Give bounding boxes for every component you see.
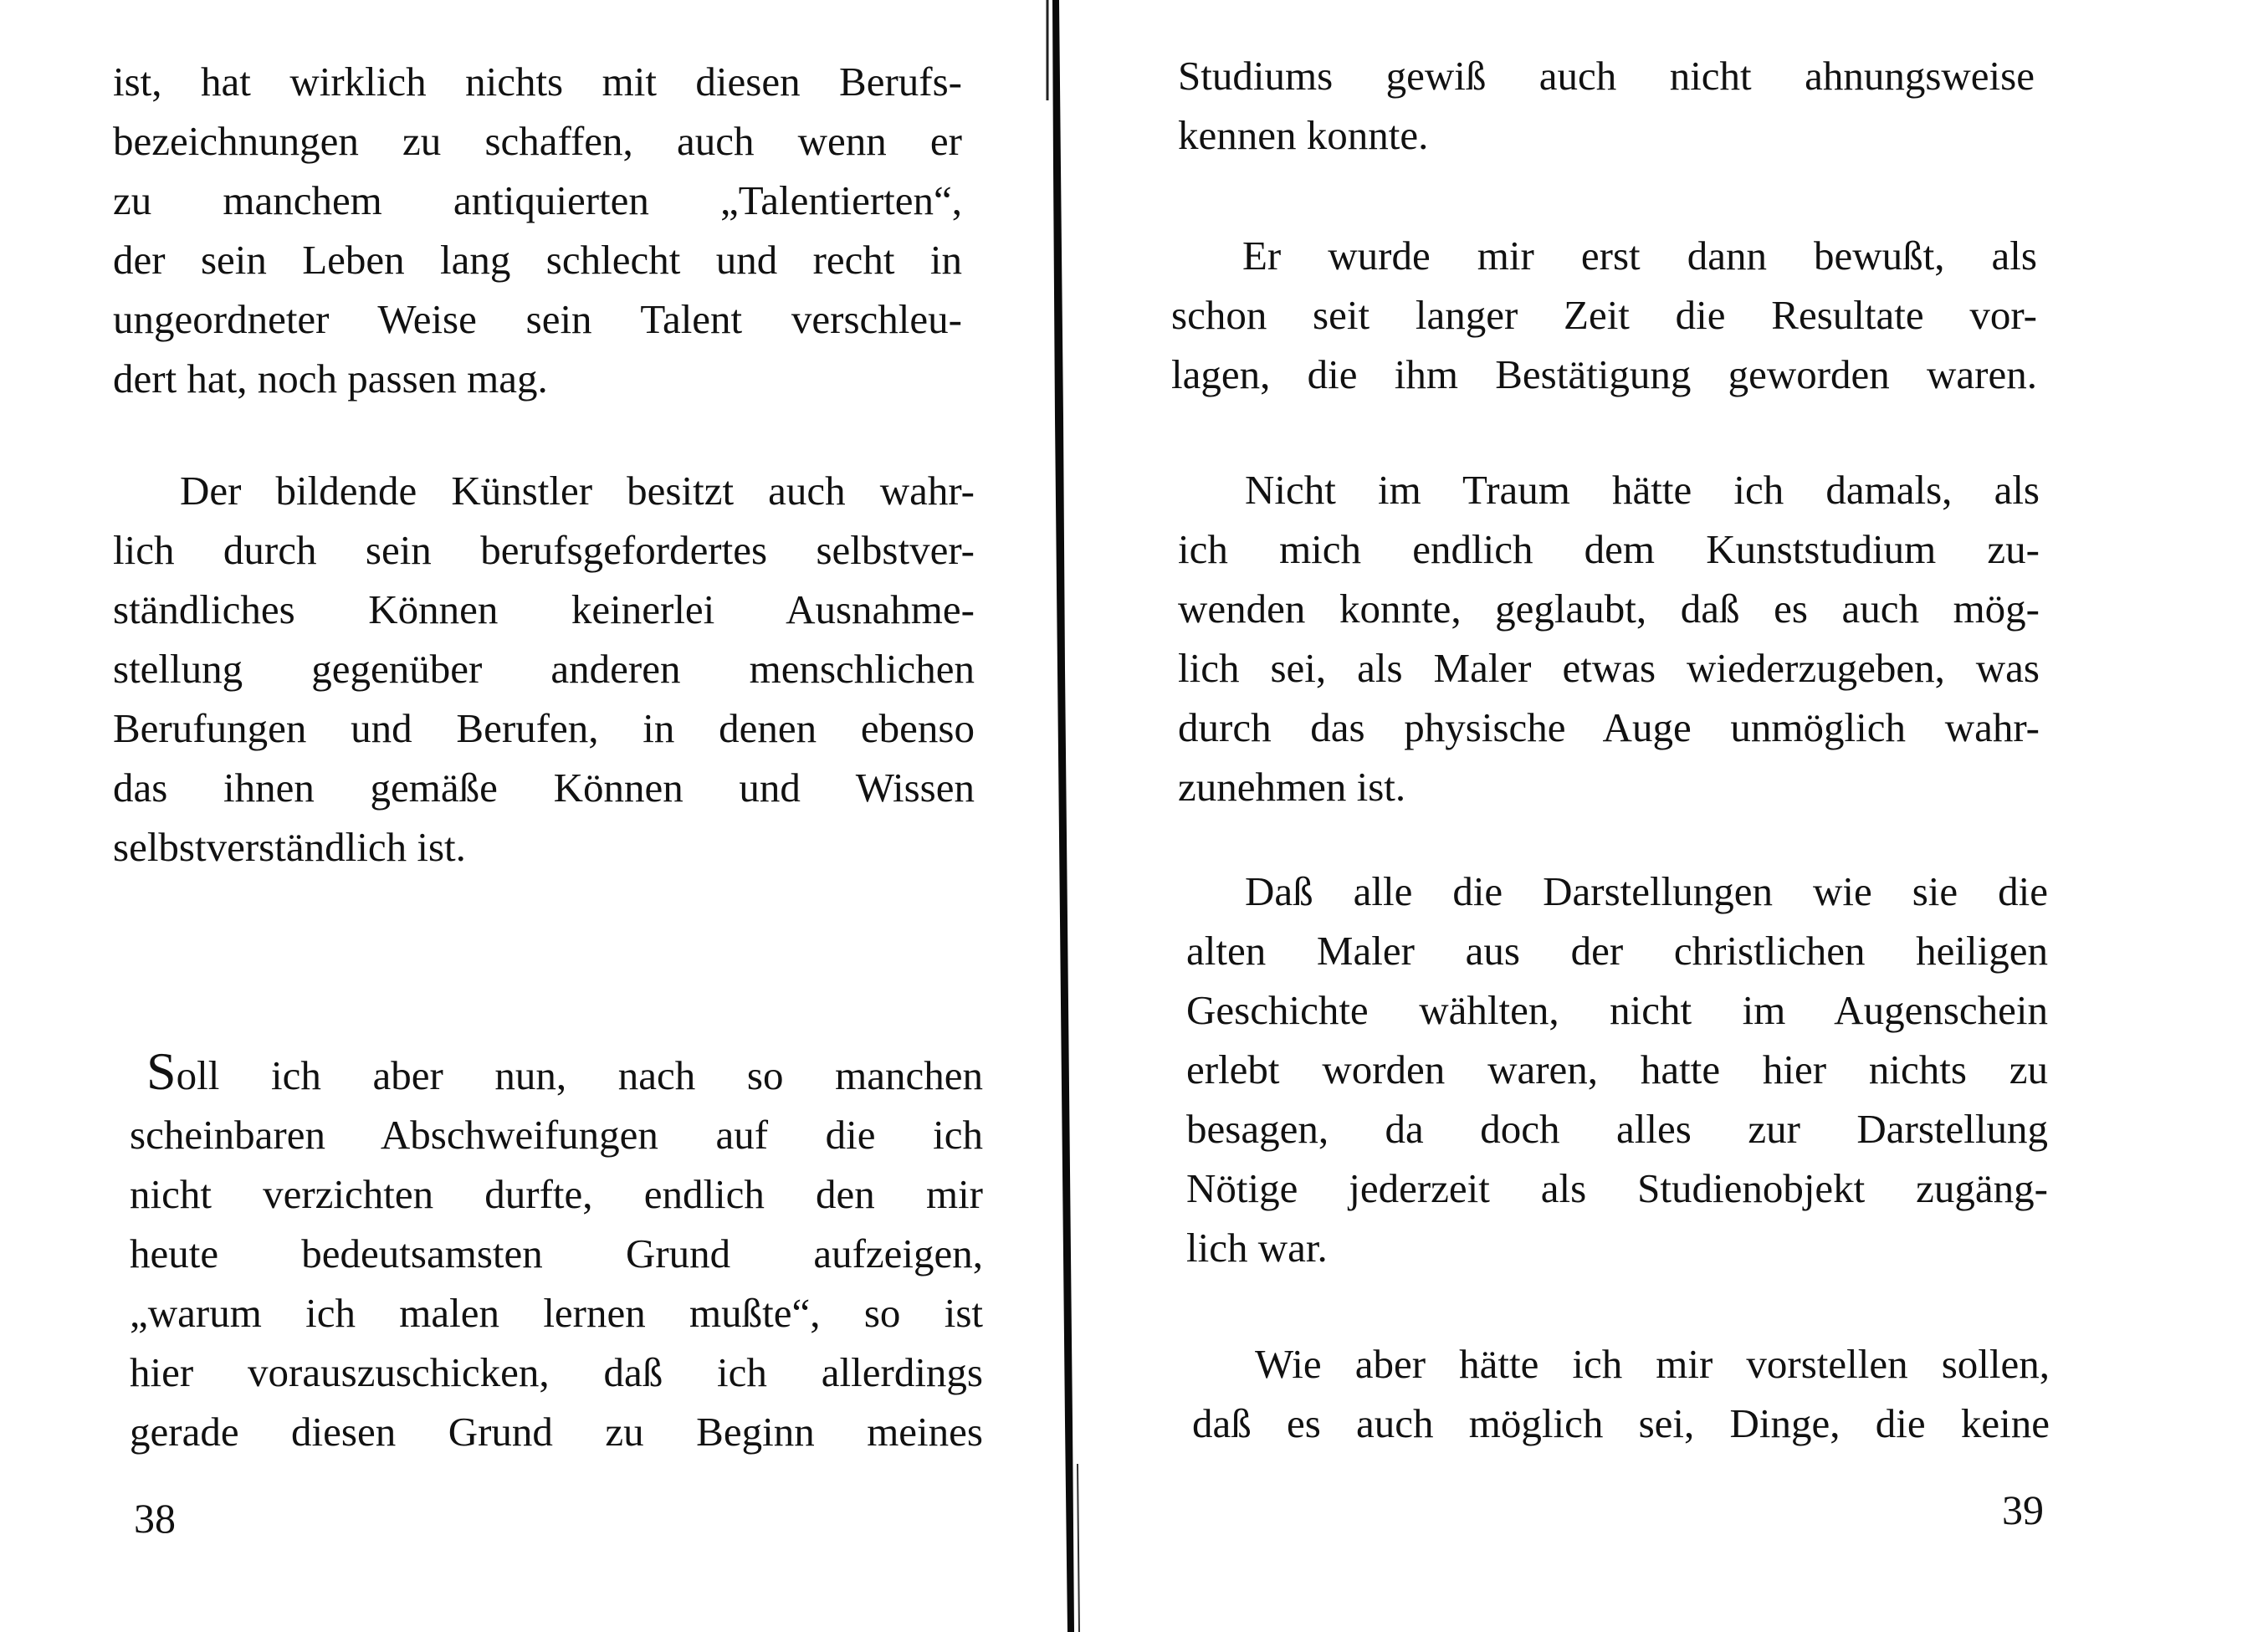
text-line: Er wurde mir erst dann bewußt, als <box>1242 233 2037 279</box>
text-line: bezeichnungen zu schaffen, auch wenn er <box>113 118 962 164</box>
text-line: scheinbaren Abschweifungen auf die ich <box>130 1112 983 1158</box>
text-line: dert hat, noch passen mag. <box>113 356 548 402</box>
left-paragraph-1 <box>113 52 962 408</box>
text-line: daß es auch möglich sei, Dinge, die keine <box>1192 1400 2050 1446</box>
text-line: stellung gegenüber anderen menschlichen <box>113 646 975 692</box>
text-line: Nötige jederzeit als Studienobjekt zugäng- <box>1186 1165 2048 1211</box>
right-page <box>1054 0 2268 1632</box>
text-line: kennen konnte. <box>1178 112 1429 158</box>
text-line: lich sei, als Maler etwas wiederzugeben, was <box>1178 645 2040 691</box>
text-line: selbstverständlich ist. <box>113 824 466 870</box>
text-line: lagen, die ihm Bestätigung geworden waren. <box>1171 351 2037 397</box>
text-line-with-dropcap <box>130 1041 983 1105</box>
text-line: ungeordneter Weise sein Talent verschleu- <box>113 296 962 342</box>
text-line: ist, hat wirklich nichts mit diesen Berufs- <box>113 59 962 105</box>
text-line: durch das physische Auge unmöglich wahr- <box>1178 704 2040 750</box>
text-line: alten Maler aus der christlichen heiligen <box>1186 928 2048 974</box>
left-paragraph-3 <box>130 1041 983 1461</box>
text-line: der sein Leben lang schlecht und recht in <box>113 237 962 283</box>
text-line: zunehmen ist. <box>1178 764 1406 810</box>
text-line: gerade diesen Grund zu Beginn meines <box>130 1409 983 1455</box>
drop-cap: S <box>146 1041 177 1101</box>
text-line: besagen, da doch alles zur Darstellung <box>1186 1106 2048 1152</box>
right-paragraph-4 <box>1186 862 2048 1277</box>
text-line: lich durch sein berufsgefordertes selbstver- <box>113 527 975 573</box>
text-line: zu manchem antiquierten „Talentierten“, <box>113 177 962 223</box>
text-line: oll ich aber nun, nach so manchen <box>176 1052 983 1098</box>
text-line: Geschichte wählten, nicht im Augenschein <box>1186 987 2048 1033</box>
text-line: ständliches Können keinerlei Ausnahme- <box>113 586 975 632</box>
page-number-left: 38 <box>134 1495 176 1542</box>
right-paragraph-3 <box>1178 460 2040 816</box>
page-number-right: 39 <box>2002 1486 2044 1533</box>
text-line: Wie aber hätte ich mir vorstellen sollen, <box>1255 1341 2050 1387</box>
text-line: schon seit langer Zeit die Resultate vor- <box>1171 292 2037 338</box>
text-line: erlebt worden waren, hatte hier nichts zu <box>1186 1046 2048 1092</box>
text-line: hier vorauszuschicken, daß ich allerdings <box>130 1349 983 1395</box>
left-page <box>0 0 1046 1632</box>
left-paragraph-2 <box>113 461 975 877</box>
text-line: heute bedeutsamsten Grund aufzeigen, <box>130 1230 983 1276</box>
right-paragraph-2 <box>1171 226 2037 404</box>
text-line: „warum ich malen lernen mußte“, so ist <box>130 1290 983 1336</box>
text-line: Nicht im Traum hätte ich damals, als <box>1245 467 2040 513</box>
text-line: ich mich endlich dem Kunststudium zu- <box>1178 526 2040 572</box>
right-paragraph-5 <box>1192 1334 2050 1453</box>
text-line: Daß alle die Darstellungen wie sie die <box>1245 868 2048 914</box>
text-line: Der bildende Künstler besitzt auch wahr- <box>180 468 975 514</box>
text-line: nicht verzichten durfte, endlich den mir <box>130 1171 983 1217</box>
text-line: das ihnen gemäße Können und Wissen <box>113 765 975 811</box>
text-line: lich war. <box>1186 1225 1328 1271</box>
text-line: Berufungen und Berufen, in denen ebenso <box>113 705 975 751</box>
text-line: Studiums gewiß auch nicht ahnungsweise <box>1178 53 2035 99</box>
text-line: wenden konnte, geglaubt, daß es auch mög- <box>1178 586 2040 632</box>
right-paragraph-1 <box>1178 46 2035 165</box>
